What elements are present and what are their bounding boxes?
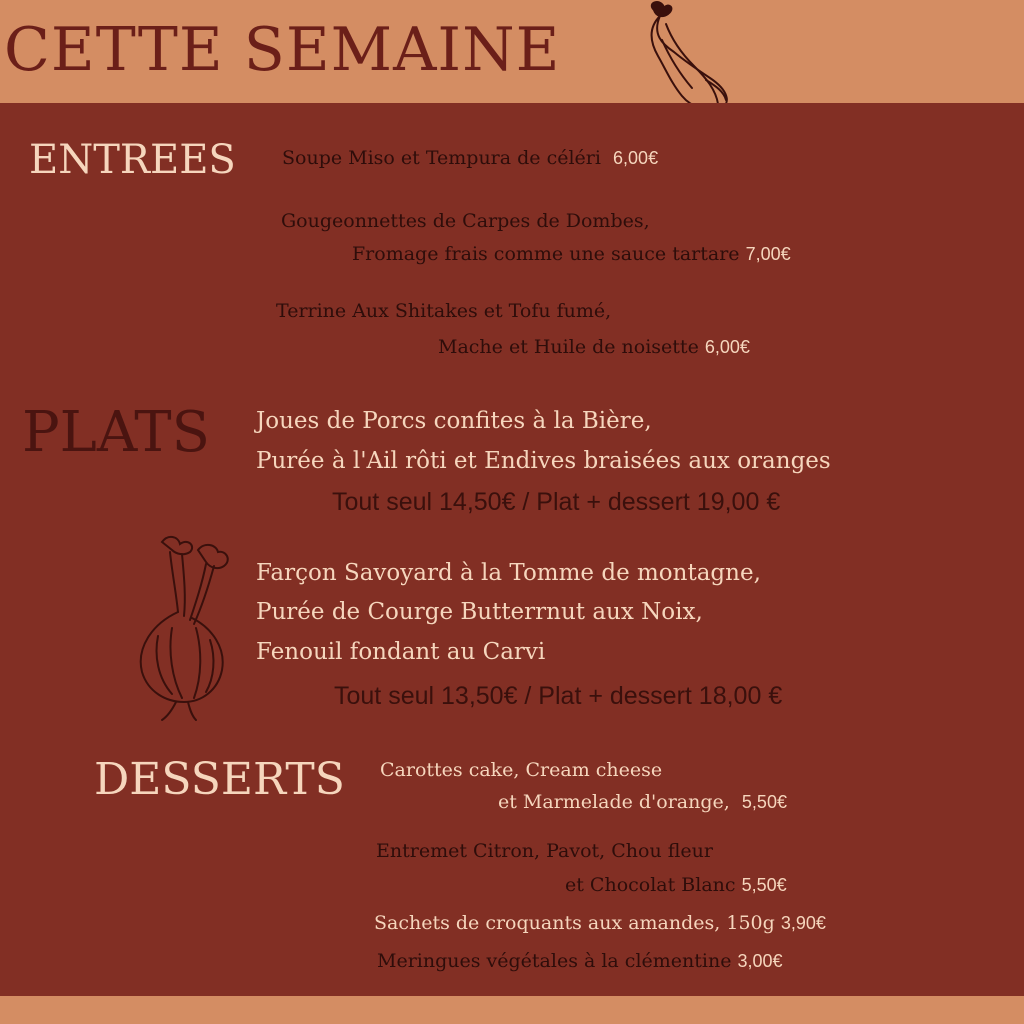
entree-3-line1: Terrine Aux Shitakes et Tofu fumé, — [276, 300, 612, 322]
dessert-2-desc: et Chocolat Blanc — [565, 874, 736, 896]
entree-3-desc: Mache et Huile de noisette — [438, 336, 699, 358]
dessert-2-line2 — [565, 876, 787, 895]
fennel-illustration-icon — [132, 532, 240, 722]
dessert-4-line1 — [377, 952, 783, 971]
desserts-heading: DESSERTS — [94, 754, 345, 805]
plat-2-line1: Farçon Savoyard à la Tomme de montagne, — [256, 560, 761, 586]
dessert-2-price: 5,50€ — [741, 875, 787, 895]
dessert-1-desc: et Marmelade d'orange, — [498, 791, 730, 813]
page-title: CETTE SEMAINE — [4, 15, 561, 85]
footer-band — [0, 996, 1024, 1024]
squash-illustration-icon — [632, 0, 742, 112]
entree-1-price: 6,00€ — [613, 148, 659, 168]
entree-3-line2 — [438, 338, 750, 357]
entree-2-desc: Fromage frais comme une sauce tartare — [352, 243, 740, 265]
dessert-4-price: 3,00€ — [737, 951, 783, 971]
entree-1-line1 — [282, 149, 658, 168]
plat-2-line3: Fenouil fondant au Carvi — [256, 639, 546, 665]
entrees-heading: ENTREES — [29, 137, 236, 183]
plat-1-price: Tout seul 14,50€ / Plat + dessert 19,00 € — [332, 488, 781, 516]
entree-3-price: 6,00€ — [704, 337, 750, 357]
dessert-1-line1: Carottes cake, Cream cheese — [380, 759, 663, 781]
plat-2-price: Tout seul 13,50€ / Plat + dessert 18,00 € — [334, 682, 783, 710]
dessert-3-line1 — [374, 914, 826, 933]
entree-2-line2 — [352, 245, 791, 264]
entree-1-name: Soupe Miso et Tempura de céléri — [282, 147, 601, 169]
dessert-2-line1: Entremet Citron, Pavot, Chou fleur — [376, 840, 713, 862]
dessert-3-price: 3,90€ — [780, 913, 826, 933]
dessert-4-desc: Meringues végétales à la clémentine — [377, 950, 732, 972]
plat-1-line2: Purée à l'Ail rôti et Endives braisées aux oranges — [256, 448, 831, 474]
dessert-1-price: 5,50€ — [741, 792, 787, 812]
entree-2-price: 7,00€ — [745, 244, 791, 264]
plats-heading: PLATS — [22, 400, 210, 465]
dessert-3-desc: Sachets de croquants aux amandes, 150g — [374, 912, 775, 934]
plat-1-line1: Joues de Porcs confites à la Bière, — [256, 408, 652, 434]
entree-2-line1: Gougeonnettes de Carpes de Dombes, — [281, 210, 650, 232]
plat-2-line2: Purée de Courge Butterrnut aux Noix, — [256, 599, 703, 625]
dessert-1-line2 — [498, 793, 787, 812]
